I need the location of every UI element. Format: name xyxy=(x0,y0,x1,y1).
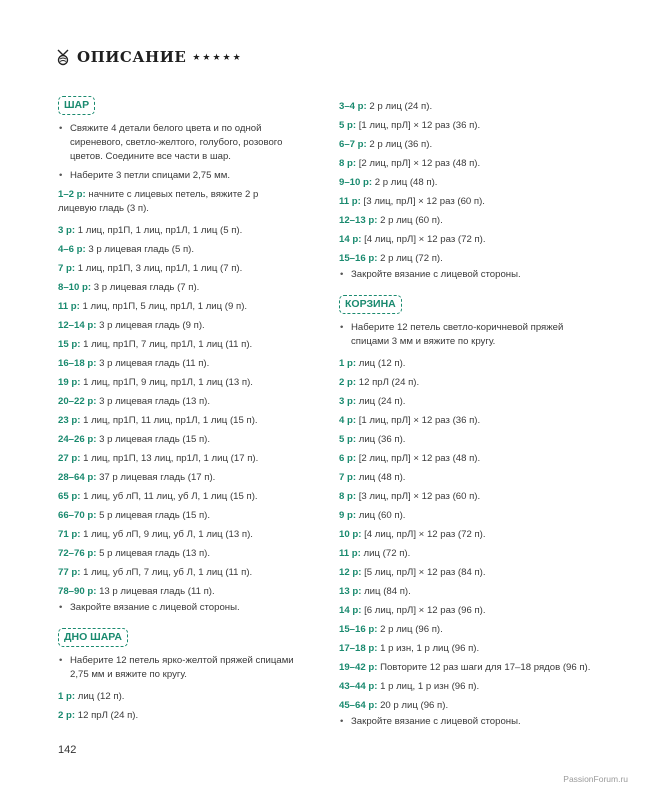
korzina-intro: • Наберите 12 петель светло-коричневой пряжей спицами 3 мм и вяжите по кругу. xyxy=(339,321,599,349)
row-text: лиц (84 п). xyxy=(361,586,411,597)
row-text: начните с лицевых петель, вяжите 2 р лицевую гладь (3 п). xyxy=(58,189,259,214)
row-text: [3 лиц, прЛ] × 12 раз (60 п). xyxy=(360,196,485,207)
row-text: 3 р лицевая гладь (15 п). xyxy=(96,434,211,445)
row-label: 3–4 р: xyxy=(339,101,367,112)
row-text: лиц (12 п). xyxy=(356,358,406,369)
row-label: 12–14 р: xyxy=(58,320,97,331)
instruction-row xyxy=(58,297,298,316)
row-text: 5 р лицевая гладь (13 п). xyxy=(96,548,211,559)
row-text: лиц (36 п). xyxy=(356,434,406,445)
row-label: 9–10 р: xyxy=(339,177,373,188)
row-text: лиц (24 п). xyxy=(356,396,406,407)
row-label: 28–64 р: xyxy=(58,472,97,483)
row-label: 20–22 р: xyxy=(58,396,97,407)
row-text: 12 прЛ (24 п). xyxy=(75,710,139,721)
row-text: 3 р лицевая гладь (11 п). xyxy=(96,358,210,369)
row-text: [4 лиц, прЛ] × 12 раз (72 п). xyxy=(361,529,486,540)
row-text: 1 лиц, пр1П, 7 лиц, пр1Л, 1 лиц (11 п). xyxy=(80,339,253,350)
row-label: 10 р: xyxy=(339,529,362,540)
instruction-row xyxy=(339,97,599,116)
instruction-row xyxy=(58,240,298,259)
row-text: 5 р лицевая гладь (15 п). xyxy=(96,510,211,521)
row-label: 24–26 р: xyxy=(58,434,97,445)
row-label: 2 р: xyxy=(58,710,76,721)
instruction-row xyxy=(339,487,599,506)
row-text: 1 лиц, уб лП, 7 лиц, уб Л, 1 лиц (11 п). xyxy=(80,567,253,578)
row-label: 8 р: xyxy=(339,158,357,169)
row-text: 13 р лицевая гладь (11 п). xyxy=(96,586,215,597)
row-text: 1 лиц, пр1П, 13 лиц, пр1Л, 1 лиц (17 п). xyxy=(80,453,259,464)
instruction-row xyxy=(58,449,298,468)
row-text: 1 лиц, пр1П, 3 лиц, пр1Л, 1 лиц (7 п). xyxy=(75,263,243,274)
row-text: 1 лиц, пр1П, 5 лиц, пр1Л, 1 лиц (9 п). xyxy=(79,301,248,312)
row-text: [6 лиц, прЛ] × 12 раз (96 п). xyxy=(361,605,486,616)
instruction-row xyxy=(339,173,599,192)
row-label: 19 р: xyxy=(58,377,81,388)
instruction-row xyxy=(339,563,599,582)
row-text: 2 р лиц (24 п). xyxy=(366,101,433,112)
row-label: 45–64 р: xyxy=(339,700,378,711)
row-label: 7 р: xyxy=(58,263,76,274)
row-text: 3 р лицевая гладь (7 п). xyxy=(91,282,200,293)
row-text: [2 лиц, прЛ] × 12 раз (48 п). xyxy=(356,453,481,464)
row-label: 66–70 р: xyxy=(58,510,97,521)
instruction-row xyxy=(58,316,298,335)
instruction-row xyxy=(339,544,599,563)
instruction-row xyxy=(58,687,298,706)
row-label: 1 р: xyxy=(58,691,76,702)
row-text: лиц (12 п). xyxy=(75,691,125,702)
instruction-row xyxy=(58,259,298,278)
instruction-row xyxy=(339,154,599,173)
section-title-korzina: КОРЗИНА xyxy=(339,295,402,314)
instruction-row xyxy=(339,582,599,601)
instruction-row xyxy=(58,373,298,392)
row-text: [4 лиц, прЛ] × 12 раз (72 п). xyxy=(361,234,486,245)
instruction-row xyxy=(58,278,298,297)
watermark: PassionForum.ru xyxy=(563,774,628,784)
page-header xyxy=(55,48,243,66)
left-column xyxy=(58,95,298,725)
shar-cast-on: • Наберите 3 петли спицами 2,75 мм. xyxy=(58,169,298,183)
row-label: 5 р: xyxy=(339,120,357,131)
row-label: 13 р: xyxy=(339,586,362,597)
instruction-row xyxy=(339,373,599,392)
row-label: 15–16 р: xyxy=(339,253,378,264)
row-label: 11 р: xyxy=(339,196,361,207)
korzina-close: • Закройте вязание с лицевой стороны. xyxy=(339,715,599,729)
instruction-row xyxy=(339,192,599,211)
row-text: 3 р лицевая гладь (9 п). xyxy=(96,320,205,331)
row-label: 9 р: xyxy=(339,510,357,521)
dno-rows-right xyxy=(339,97,599,268)
instruction-row xyxy=(339,639,599,658)
row-label: 19–42 р: xyxy=(339,662,378,673)
instruction-row xyxy=(339,620,599,639)
instruction-row xyxy=(339,658,599,677)
row-text: 2 р лиц (72 п). xyxy=(377,253,443,264)
row-label: 15 р: xyxy=(58,339,81,350)
row-label: 11 р: xyxy=(58,301,80,312)
row-label: 12–13 р: xyxy=(339,215,378,226)
row-label: 6–7 р: xyxy=(339,139,367,150)
row-text: 37 р лицевая гладь (17 п). xyxy=(96,472,216,483)
row-text: 1 лиц, уб лП, 9 лиц, уб Л, 1 лиц (13 п). xyxy=(80,529,253,540)
row-label: 4–6 р: xyxy=(58,244,86,255)
instruction-row xyxy=(339,411,599,430)
row-label: 27 р: xyxy=(58,453,81,464)
instruction-row xyxy=(58,335,298,354)
instruction-row xyxy=(58,706,298,725)
shar-intro: • Свяжите 4 детали белого цвета и по одной сиреневого, светло-желтого, голубого, розового цветов. Соедините все части в шар. xyxy=(58,122,298,164)
instruction-row xyxy=(58,354,298,373)
instruction-row xyxy=(58,582,298,601)
instruction-row xyxy=(339,392,599,411)
dno-rows-left xyxy=(58,687,298,725)
row-label: 12 р: xyxy=(339,567,362,578)
row-text: 2 р лиц (48 п). xyxy=(372,177,438,188)
row-text: 1 р лиц, 1 р изн (96 п). xyxy=(377,681,480,692)
row-label: 23 р: xyxy=(58,415,81,426)
row-text: 12 прЛ (24 п). xyxy=(356,377,420,388)
instruction-row xyxy=(58,544,298,563)
instruction-row xyxy=(339,525,599,544)
yarn-ball-icon xyxy=(55,48,71,66)
row-label: 11 р: xyxy=(339,548,361,559)
row-text: 3 р лицевая гладь (13 п). xyxy=(96,396,211,407)
row-text: 1 лиц, уб лП, 11 лиц, уб Л, 1 лиц (15 п). xyxy=(80,491,258,502)
row-label: 71 р: xyxy=(58,529,81,540)
instruction-row xyxy=(58,525,298,544)
row-text: 1 лиц, пр1П, 9 лиц, пр1Л, 1 лиц (13 п). xyxy=(80,377,253,388)
instruction-row xyxy=(58,430,298,449)
instruction-row xyxy=(58,188,298,216)
row-label: 4 р: xyxy=(339,415,357,426)
row-text: [3 лиц, прЛ] × 12 раз (60 п). xyxy=(356,491,481,502)
row-text: [1 лиц, прЛ] × 12 раз (36 п). xyxy=(356,120,481,131)
row-label: 8–10 р: xyxy=(58,282,92,293)
row-label: 43–44 р: xyxy=(339,681,378,692)
instruction-row xyxy=(58,392,298,411)
row-label: 77 р: xyxy=(58,567,81,578)
row-label: 8 р: xyxy=(339,491,357,502)
row-label: 14 р: xyxy=(339,234,362,245)
instruction-row xyxy=(339,449,599,468)
instruction-row xyxy=(339,601,599,620)
instruction-row xyxy=(58,487,298,506)
instruction-row xyxy=(339,249,599,268)
instruction-row xyxy=(339,468,599,487)
instruction-row xyxy=(339,135,599,154)
shar-rows xyxy=(58,188,298,601)
dno-intro: • Наберите 12 петель ярко-желтой пряжей спицами 2,75 мм и вяжите по кругу. xyxy=(58,654,298,682)
instruction-row xyxy=(58,221,298,240)
row-label: 15–16 р: xyxy=(339,624,378,635)
page-title: ОПИСАНИЕ xyxy=(77,48,187,66)
row-text: 1 лиц, пр1П, 11 лиц, пр1Л, 1 лиц (15 п). xyxy=(80,415,258,426)
row-label: 78–90 р: xyxy=(58,586,97,597)
section-title-shar: ШАР xyxy=(58,96,95,115)
row-label: 7 р: xyxy=(339,472,357,483)
instruction-row xyxy=(58,563,298,582)
instruction-row xyxy=(339,116,599,135)
row-label: 1–2 р: xyxy=(58,189,86,200)
row-label: 6 р: xyxy=(339,453,357,464)
row-text: [5 лиц, прЛ] × 12 раз (84 п). xyxy=(361,567,486,578)
row-text: 1 р изн, 1 р лиц (96 п). xyxy=(377,643,480,654)
instruction-row xyxy=(339,230,599,249)
row-label: 14 р: xyxy=(339,605,362,616)
row-text: [1 лиц, прЛ] × 12 раз (36 п). xyxy=(356,415,481,426)
instruction-row xyxy=(339,430,599,449)
row-label: 16–18 р: xyxy=(58,358,97,369)
row-label: 72–76 р: xyxy=(58,548,97,559)
instruction-row xyxy=(58,506,298,525)
instruction-row xyxy=(339,677,599,696)
instruction-row xyxy=(339,354,599,373)
row-text: 2 р лиц (60 п). xyxy=(377,215,443,226)
row-text: лиц (48 п). xyxy=(356,472,406,483)
difficulty-stars: ★★★★★ xyxy=(192,51,243,62)
row-text: 2 р лиц (36 п). xyxy=(366,139,433,150)
row-label: 65 р: xyxy=(58,491,81,502)
row-label: 2 р: xyxy=(339,377,357,388)
row-label: 5 р: xyxy=(339,434,357,445)
instruction-row xyxy=(339,211,599,230)
row-text: лиц (60 п). xyxy=(356,510,406,521)
instruction-row xyxy=(58,411,298,430)
korzina-rows xyxy=(339,354,599,715)
row-label: 3 р: xyxy=(339,396,357,407)
instruction-row xyxy=(58,468,298,487)
instruction-row xyxy=(339,506,599,525)
section-title-dno: ДНО ШАРА xyxy=(58,628,128,647)
row-text: 1 лиц, пр1П, 1 лиц, пр1Л, 1 лиц (5 п). xyxy=(75,225,243,236)
row-text: лиц (72 п). xyxy=(360,548,411,559)
page-number: 142 xyxy=(58,744,77,756)
row-text: 2 р лиц (96 п). xyxy=(377,624,443,635)
right-column xyxy=(339,97,599,729)
row-label: 1 р: xyxy=(339,358,357,369)
instruction-row xyxy=(339,696,599,715)
row-text: 20 р лиц (96 п). xyxy=(377,700,449,711)
row-text: 3 р лицевая гладь (5 п). xyxy=(85,244,195,255)
dno-close: • Закройте вязание с лицевой стороны. xyxy=(339,268,599,282)
row-label: 3 р: xyxy=(58,225,76,236)
row-label: 17–18 р: xyxy=(339,643,378,654)
shar-close: • Закройте вязание с лицевой стороны. xyxy=(58,601,298,615)
row-text: Повторите 12 раз шаги для 17–18 рядов (96 п). xyxy=(377,662,591,673)
row-text: [2 лиц, прЛ] × 12 раз (48 п). xyxy=(356,158,481,169)
